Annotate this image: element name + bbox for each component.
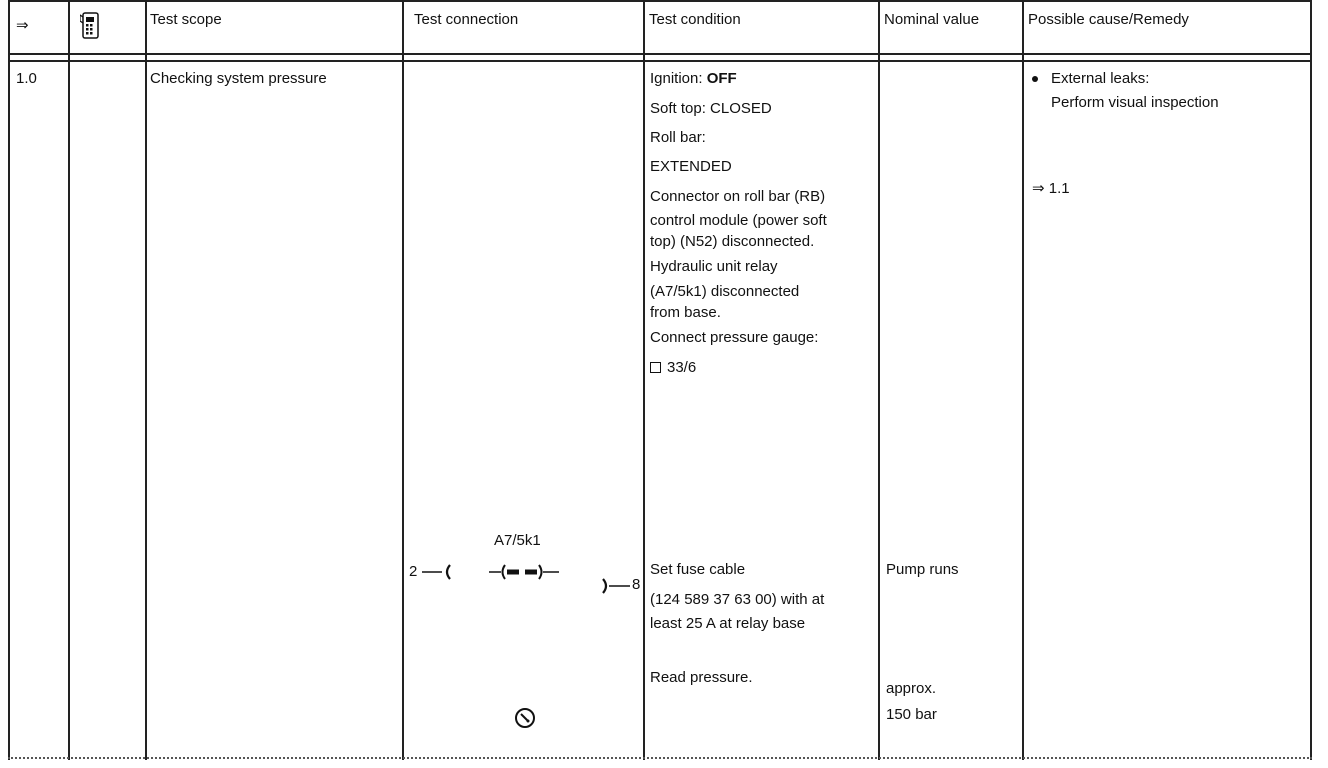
header-test-condition: Test condition xyxy=(649,11,741,28)
condition-roll-bar-value: EXTENDED xyxy=(650,158,732,175)
divider-condition-col xyxy=(878,0,880,760)
condition-ignition xyxy=(650,70,737,88)
condition-relay-1: Hydraulic unit relay xyxy=(650,258,778,275)
condition-read-pressure: Read pressure. xyxy=(650,669,753,686)
condition-ignition-value: OFF xyxy=(706,70,737,87)
remedy-leaks-action: Perform visual inspection xyxy=(1051,94,1219,111)
border-top xyxy=(8,0,1312,2)
condition-fuse-3: least 25 A at relay base xyxy=(650,615,806,632)
connector-right-icon xyxy=(600,576,632,596)
connection-pin-right: 8 xyxy=(632,576,641,593)
step-number: 1.0 xyxy=(16,70,37,87)
checkbox-icon xyxy=(650,362,661,373)
nominal-approx: approx. xyxy=(886,680,937,697)
pressure-gauge-icon xyxy=(513,706,537,730)
condition-relay-2: (A7/5k1) disconnected xyxy=(650,283,800,300)
connection-pin-left: 2 xyxy=(409,563,418,580)
fuse-cable-icon xyxy=(487,562,561,582)
header-arrow: ⇒ xyxy=(16,17,29,34)
divider-connection-col xyxy=(643,0,645,760)
condition-gauge-connect: Connect pressure gauge: xyxy=(650,329,819,346)
condition-relay-3: from base. xyxy=(650,304,721,321)
condition-ignition-label: Ignition: xyxy=(650,70,707,87)
condition-roll-bar-label: Roll bar: xyxy=(650,129,706,146)
border-right xyxy=(1310,0,1312,760)
divider-scope-col xyxy=(402,0,404,760)
nominal-pump-runs: Pump runs xyxy=(886,561,959,578)
test-scope-text: Checking system pressure xyxy=(150,70,327,87)
condition-connector-3: top) (N52) disconnected. xyxy=(650,233,815,250)
header-test-connection: Test connection xyxy=(414,11,519,28)
remedy-leaks-title: External leaks: xyxy=(1051,70,1150,87)
remedy-next-step: ⇒ 1.1 xyxy=(1032,180,1070,197)
header-possible-cause: Possible cause/Remedy xyxy=(1028,11,1189,28)
tester-icon xyxy=(80,11,102,41)
divider-icon-col xyxy=(145,0,147,760)
condition-soft-top: Soft top: CLOSED xyxy=(650,100,772,117)
connection-component-label: A7/5k1 xyxy=(494,532,541,549)
condition-fuse-1: Set fuse cable xyxy=(650,561,746,578)
header-nominal-value: Nominal value xyxy=(884,11,980,28)
bullet-icon xyxy=(1032,76,1038,82)
border-left xyxy=(8,0,10,760)
border-bottom xyxy=(8,757,1312,759)
condition-connector-2: control module (power soft xyxy=(650,212,827,229)
header-test-scope: Test scope xyxy=(150,11,222,28)
row-top-line xyxy=(8,60,1312,62)
nominal-pressure: 150 bar xyxy=(886,706,937,723)
header-bottom-line xyxy=(8,53,1312,55)
condition-fuse-2: (124 589 37 63 00) with at xyxy=(650,591,825,608)
condition-connector-1: Connector on roll bar (RB) xyxy=(650,188,826,205)
connector-left-icon xyxy=(420,562,456,582)
condition-gauge-ref xyxy=(650,359,696,377)
divider-arrow-col xyxy=(68,0,70,760)
divider-nominal-col xyxy=(1022,0,1024,760)
condition-gauge-ref-text: 33/6 xyxy=(667,359,697,376)
